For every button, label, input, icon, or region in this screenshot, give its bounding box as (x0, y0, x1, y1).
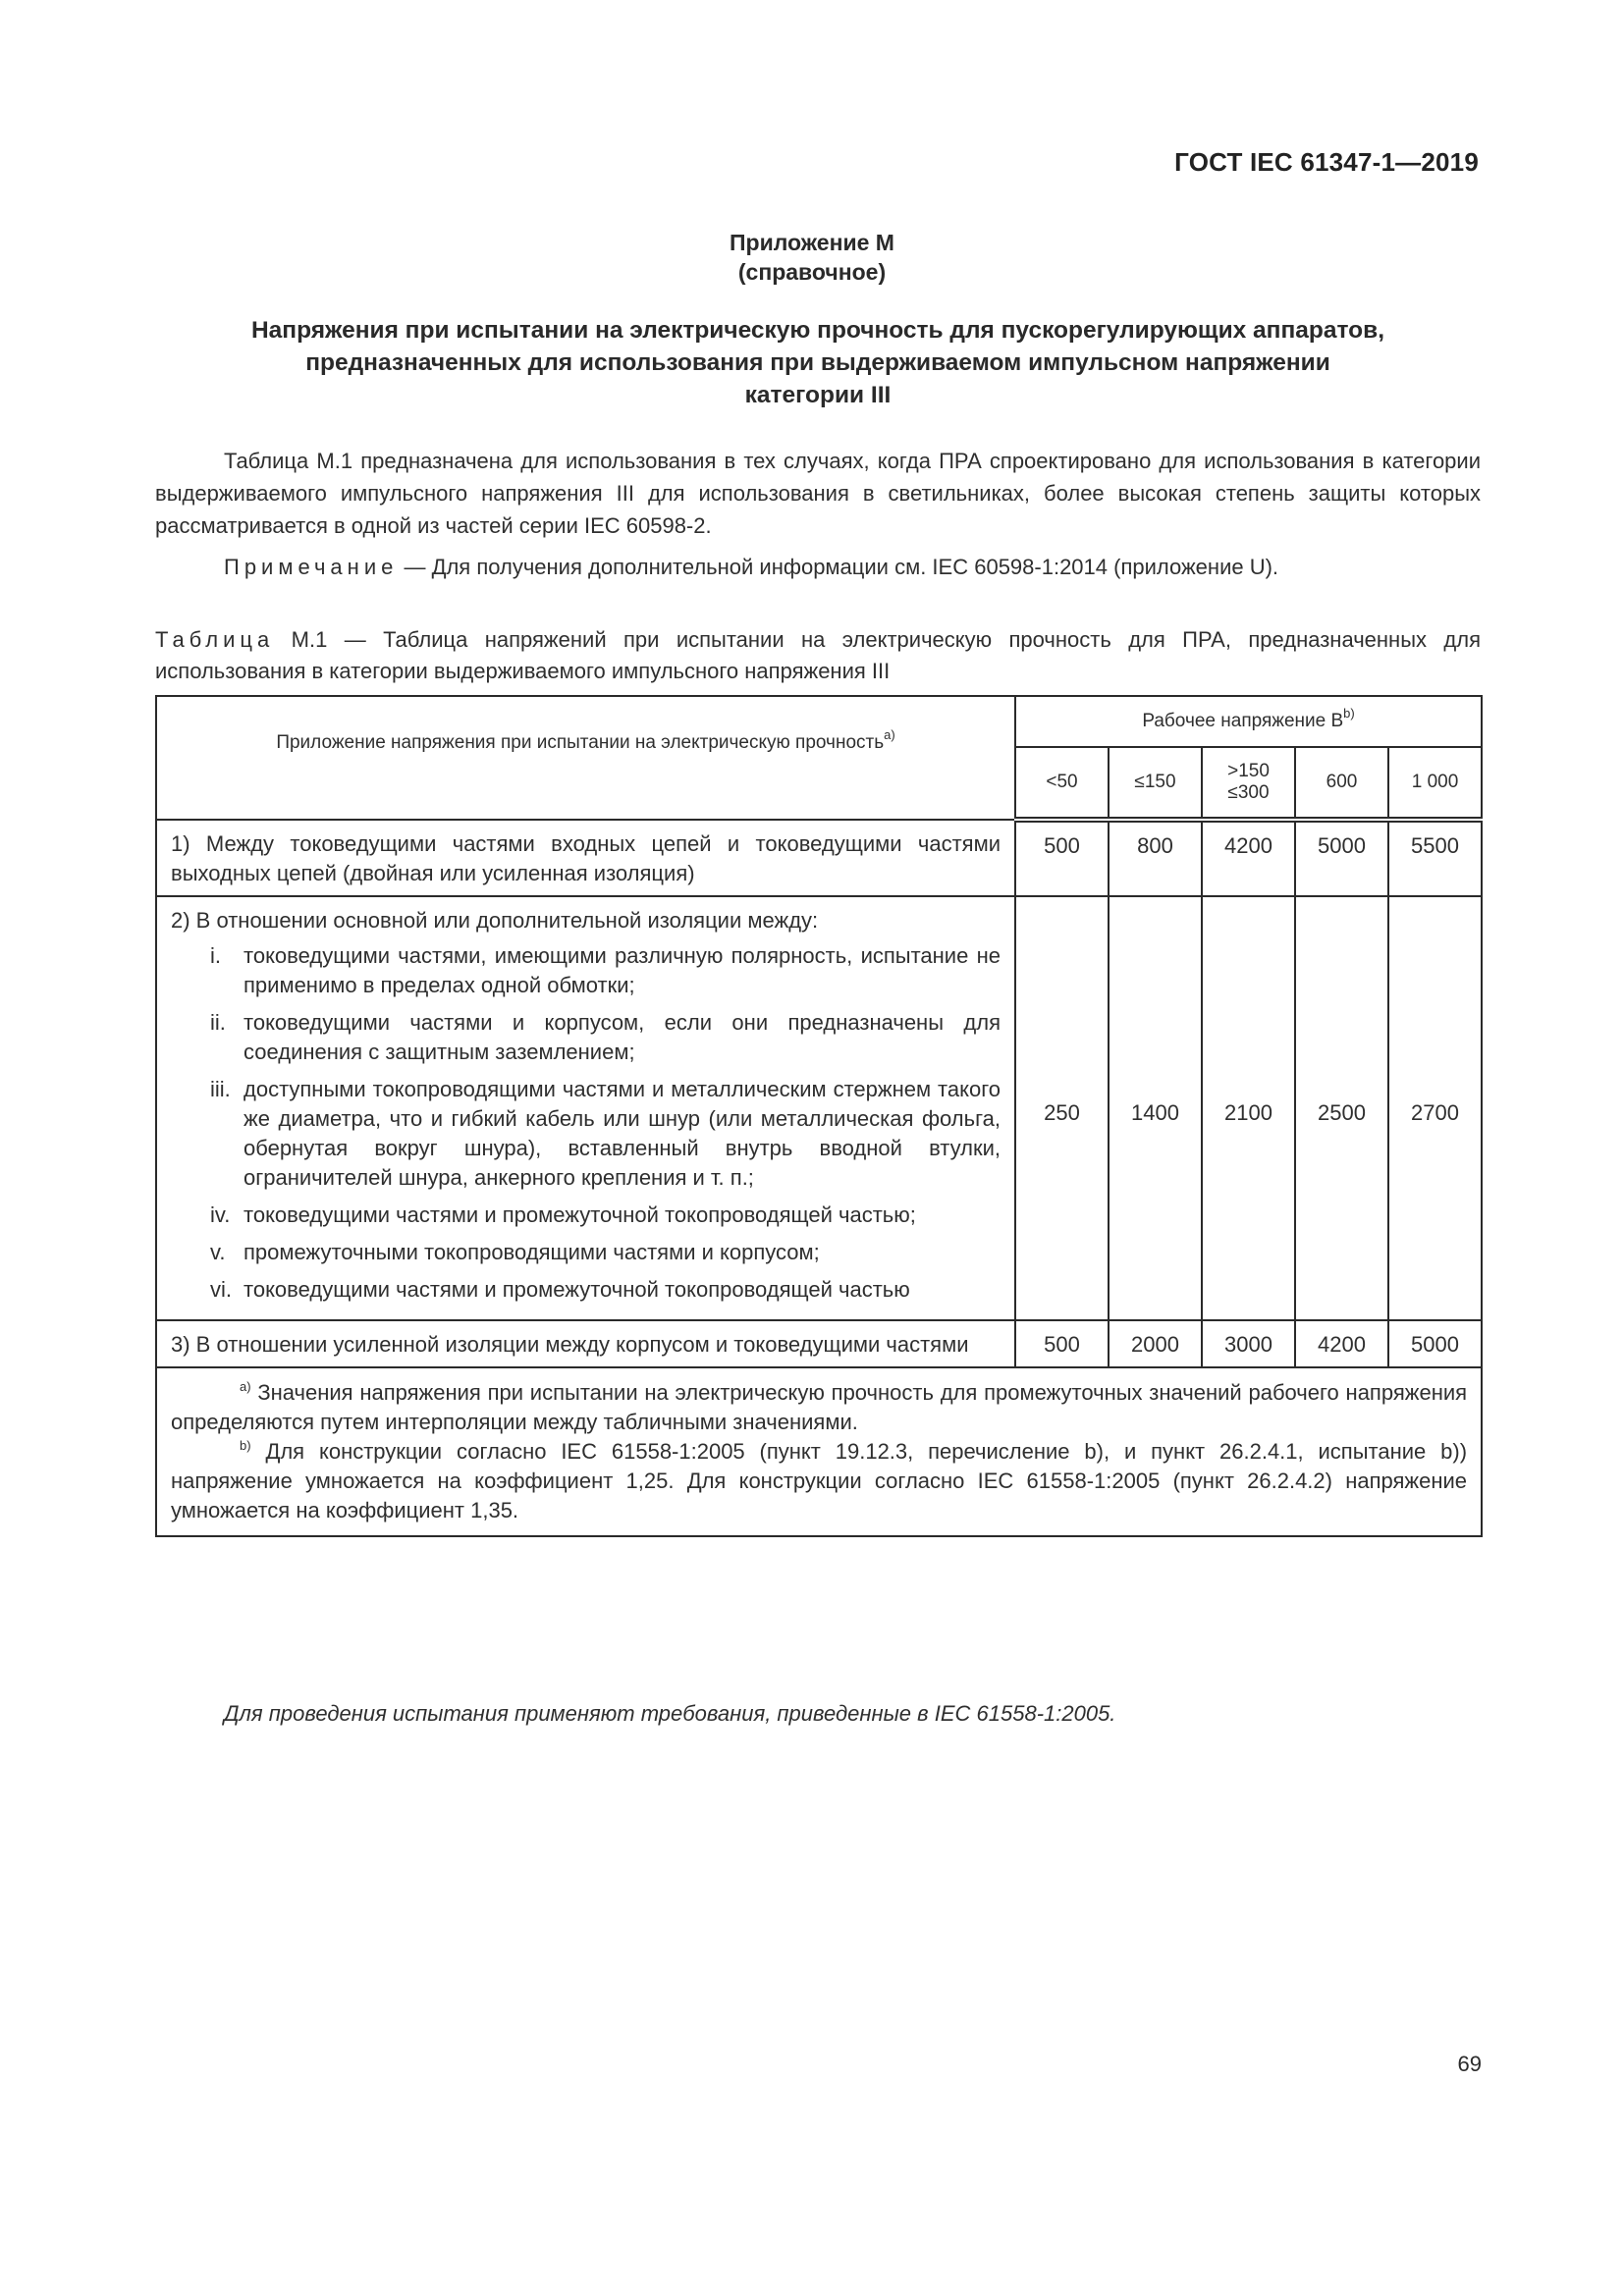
value-cell: 5500 (1388, 820, 1482, 896)
column-header: ≤150 (1109, 747, 1202, 820)
list-item-number: v. (210, 1240, 226, 1264)
list-item (171, 1275, 1001, 1305)
annex-title-line: категории III (744, 382, 892, 408)
table-footnotes-row (156, 1367, 1482, 1536)
annex-title-line: предназначенных для использования при выдерживаемом импульсном напряжении (305, 349, 1330, 376)
value-cell: 800 (1109, 820, 1202, 896)
page-number: 69 (1457, 2052, 1482, 2076)
list-item-number: iii. (210, 1077, 231, 1101)
value-cell: 2000 (1109, 1320, 1202, 1367)
column-header-line: >150 (1227, 761, 1270, 781)
list-item-number: i. (210, 943, 221, 968)
value-cell: 2500 (1295, 896, 1388, 1320)
table-caption-text: M.1 — Таблица напряжений при испытании на электрическую прочность для ПРА, предназначенных для использования в категории выдерживаемого импульсного напряжения III (155, 627, 1481, 683)
table-caption-label: Таблица (155, 627, 275, 652)
list-item (171, 1238, 1001, 1267)
list-item (171, 941, 1001, 1000)
value-cell: 250 (1015, 896, 1109, 1320)
value-cell: 1400 (1109, 896, 1202, 1320)
intro-paragraph: Таблица M.1 предназначена для использования в тех случаях, когда ПРА спроектировано для использования в категории выдерживаемого импульсного напряжения III для использования в светильниках, более высокая степень защиты которых рассматривается в одной из частей серии IEC 60598-2. (155, 449, 1481, 538)
value-cell: 3000 (1202, 1320, 1295, 1367)
value-cell: 5000 (1295, 820, 1388, 896)
list-item-number: iv. (210, 1202, 231, 1227)
value-cell: 2100 (1202, 896, 1295, 1320)
annex-kind: (справочное) (737, 259, 887, 285)
table-row (156, 820, 1482, 896)
annex-heading (0, 228, 1624, 287)
closing-statement: Для проведения испытания применяют требования, приведенные в IEC 61558-1:2005. (224, 1701, 1116, 1726)
footnote-text: Для конструкции согласно IEC 61558-1:2005 (пункт 19.12.3, перечисление b), и пункт 26.2.4.1, испытание b)) напряжение умножается на коэффициент 1,25. Для конструкции согласно IEC 61558-1:2005 (пункт 26.2.4.2) напряжение умножается на коэффициент 1,35. (171, 1439, 1468, 1522)
value-cell: 5000 (1388, 1320, 1482, 1367)
column-header-line: ≤300 (1227, 782, 1270, 803)
annex-title-line: Напряжения при испытании на электрическую прочность для пускорегулирующих аппаратов, (250, 317, 1385, 344)
column-header (1202, 747, 1295, 820)
header-application (156, 696, 1015, 820)
annex-label: Приложение M (730, 230, 894, 255)
list-item-number: ii. (210, 1010, 226, 1035)
value-cell: 500 (1015, 1320, 1109, 1367)
voltage-table (155, 695, 1483, 1537)
header-application-text: Приложение напряжения при испытании на электрическую прочность (276, 732, 885, 753)
list-item (171, 1201, 1001, 1230)
note (224, 553, 1481, 582)
note-text: — Для получения дополнительной информации см. IEC 60598-1:2014 (приложение U). (398, 555, 1279, 579)
list-item-text: токоведущими частями, имеющими различную полярность, испытание не применимо в пределах одной обмотки; (244, 943, 1001, 997)
row-description: 1) Между токоведущими частями входных цепей и токоведущими частями выходных цепей (двойная или усиленная изоляция) (156, 820, 1015, 896)
list-item-text: доступными токопроводящими частями и металлическим стержнем такого же диаметра, что и гибкий кабель или шнур (или металлическая фольга, обернутая вокруг шнура), вставленный внутрь вводной втулки, ограничителей шнура, анкерного крепления и т. п.; (244, 1077, 1001, 1190)
value-cell: 4200 (1202, 820, 1295, 896)
value-cell: 4200 (1295, 1320, 1388, 1367)
note-label: Примечание (224, 555, 399, 579)
column-header: 600 (1295, 747, 1388, 820)
annex-title (155, 314, 1481, 411)
footnote-b (171, 1437, 1467, 1525)
value-cell: 500 (1015, 820, 1109, 896)
footnote-mark: b) (240, 1438, 251, 1453)
header-working-voltage-text: Рабочее напряжение В (1142, 711, 1344, 731)
sub-item-list (171, 941, 1001, 1305)
table-row (156, 1320, 1482, 1367)
list-item-text: токоведущими частями и корпусом, если они предназначены для соединения с защитным заземлением; (244, 1010, 1001, 1064)
table-footnotes (156, 1367, 1482, 1536)
footnote-ref-a: a) (884, 727, 895, 742)
list-item-text: токоведущими частями и промежуточной токопроводящей частью (244, 1277, 910, 1302)
footnote-ref-b: b) (1343, 706, 1355, 721)
column-header: 1 000 (1388, 747, 1482, 820)
list-item (171, 1008, 1001, 1067)
footnote-mark: a) (240, 1379, 251, 1394)
list-item-text: токоведущими частями и промежуточной токопроводящей частью; (244, 1202, 916, 1227)
column-header: <50 (1015, 747, 1109, 820)
list-item-number: vi. (210, 1277, 232, 1302)
row-description: 3) В отношении усиленной изоляции между корпусом и токоведущими частями (156, 1320, 1015, 1367)
header-working-voltage (1015, 696, 1482, 747)
row-description-lead: 2) В отношении основной или дополнительной изоляции между: (171, 908, 819, 933)
table-caption (155, 624, 1481, 687)
value-cell: 2700 (1388, 896, 1482, 1320)
document-code: ГОСТ IEC 61347-1—2019 (1174, 147, 1479, 177)
table-row (156, 896, 1482, 1320)
footnote-text: Значения напряжения при испытании на электрическую прочность для промежуточных значений рабочего напряжения определяются путем интерполяции между табличными значениями. (171, 1380, 1468, 1434)
list-item-text: промежуточными токопроводящими частями и корпусом; (244, 1240, 820, 1264)
footnote-a (171, 1378, 1467, 1437)
row-description (156, 896, 1015, 1320)
list-item (171, 1075, 1001, 1193)
